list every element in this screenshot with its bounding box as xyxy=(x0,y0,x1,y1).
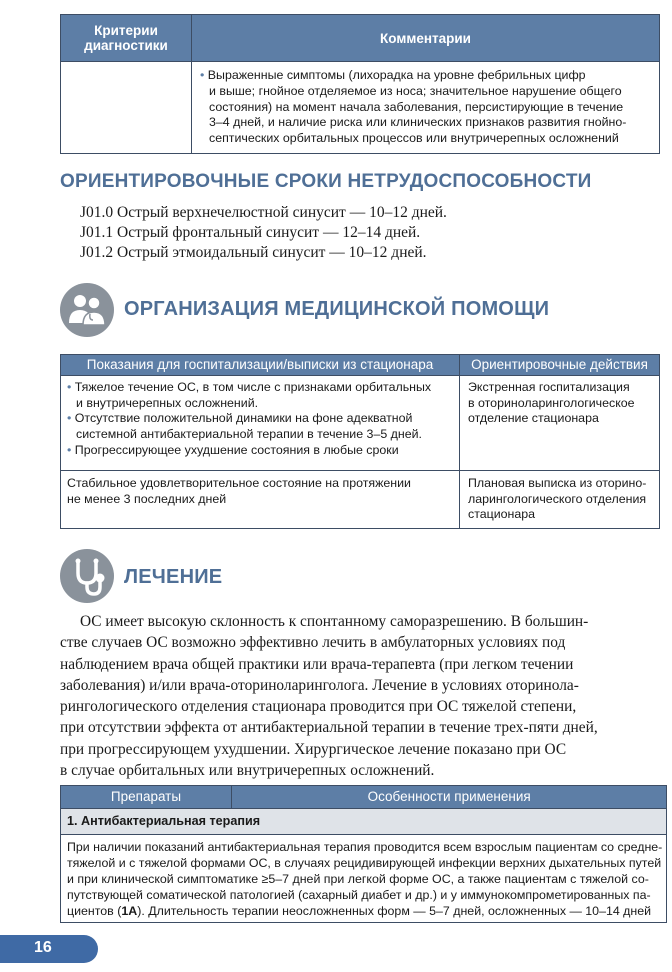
criteria-cell xyxy=(61,62,192,154)
treatment-paragraph: ОС имеет высокую склонность к спонтанному саморазрешению. В большин- стве случаев ОС возможно эффективно лечить в амбулаторных условиях под наблюдением врача общей практики или врача-терапевта (при легком течении заболевания) и/или врача-оториноларинголога. Лечение в условиях оторинола- рингологического отделения стационара проводится при ОС тяжелой степени, при отсутствии эффекта от антибактериальной терапии в течение трех-пяти дней, при прогрессирующем ухудшении. Хирургическое лечение показано при ОС в случае орбитальных или внутричерепных осложнений. xyxy=(60,613,598,780)
comment-cell: • Выраженные симптомы (лихорадка на уровне фебрильных цифр и выше; гнойное отделяемое из носа; значительное нарушение общего состояния) на момент начала заболевания, персистирующие в течение 3–4 дней, и наличие риска или клинических признаков развития гнойно- септических орбитальных процессов или внутричерепных осложнений xyxy=(192,62,660,154)
table-row: • Тяжелое течение ОС, в том числе с признаками орбитальных и внутричерепных осложнений. • Отсутствие положительной динамики на фоне адекватной системной антибактериальной терапии в течение 3–5 дней. • Прогрессирующее ухудшение состояния в любые сроки Экстренная госпитализация в оториноларингологическое отделение стационара xyxy=(61,376,660,471)
hospitalization-table xyxy=(60,354,660,529)
page-number-tab xyxy=(0,935,98,963)
sick-leave-title: ОРИЕНТИРОВОЧНЫЕ СРОКИ НЕТРУДОСПОСОБНОСТИ xyxy=(60,171,592,192)
list-item: J01.1 Острый фронтальный синусит — 12–14 дней. xyxy=(80,224,421,241)
table-row xyxy=(61,809,667,835)
doctors-icon xyxy=(60,283,114,337)
header-criteria: Критерии диагностики xyxy=(61,15,192,62)
organization-title: ОРГАНИЗАЦИЯ МЕДИЦИНСКОЙ ПОМОЩИ xyxy=(124,298,550,320)
list-item: J01.0 Острый верхнечелюстной синусит — 10–12 дней. xyxy=(80,204,447,221)
stethoscope-icon xyxy=(60,549,114,603)
diagnostics-table xyxy=(60,14,660,154)
page-number: 16 xyxy=(34,939,52,956)
header-actions: Ориентировочные действия xyxy=(460,355,660,376)
treatment-title: ЛЕЧЕНИЕ xyxy=(124,566,223,588)
header-usage: Особенности применения xyxy=(232,786,667,809)
list-item: J01.2 Острый этмоидальный синусит — 10–12 дней. xyxy=(80,244,427,261)
table-row: При наличии показаний антибактериальная терапия проводится всем взрослым пациентам со средне- тяжелой и с тяжелой формами ОС, в случаях рецидивирующей инфекции верхних дыхательных путей и при клинической симптоматике ≥5–7 дней при легкой форме ОС, а также пациентам с тяжелой со- путствующей соматической патологией (сахарный диабет и др.) и у иммунокомпрометированных па- циентов (1А). Длительность терапии неосложненных форм — 5–7 дней, осложненных — 10–14 дней xyxy=(61,835,667,923)
drugs-table xyxy=(60,785,667,923)
header-drugs: Препараты xyxy=(61,786,232,809)
header-comments: Комментарии xyxy=(192,15,660,62)
sick-leave-list xyxy=(80,203,447,263)
table-row: Стабильное удовлетворительное состояние на протяжении не менее 3 последних дней Плановая выписка из оторино- ларингологического отделения стационара xyxy=(61,471,660,529)
header-indications: Показания для госпитализации/выписки из стационара xyxy=(61,355,460,376)
section-antibacterial: 1. Антибактериальная терапия xyxy=(61,809,667,835)
